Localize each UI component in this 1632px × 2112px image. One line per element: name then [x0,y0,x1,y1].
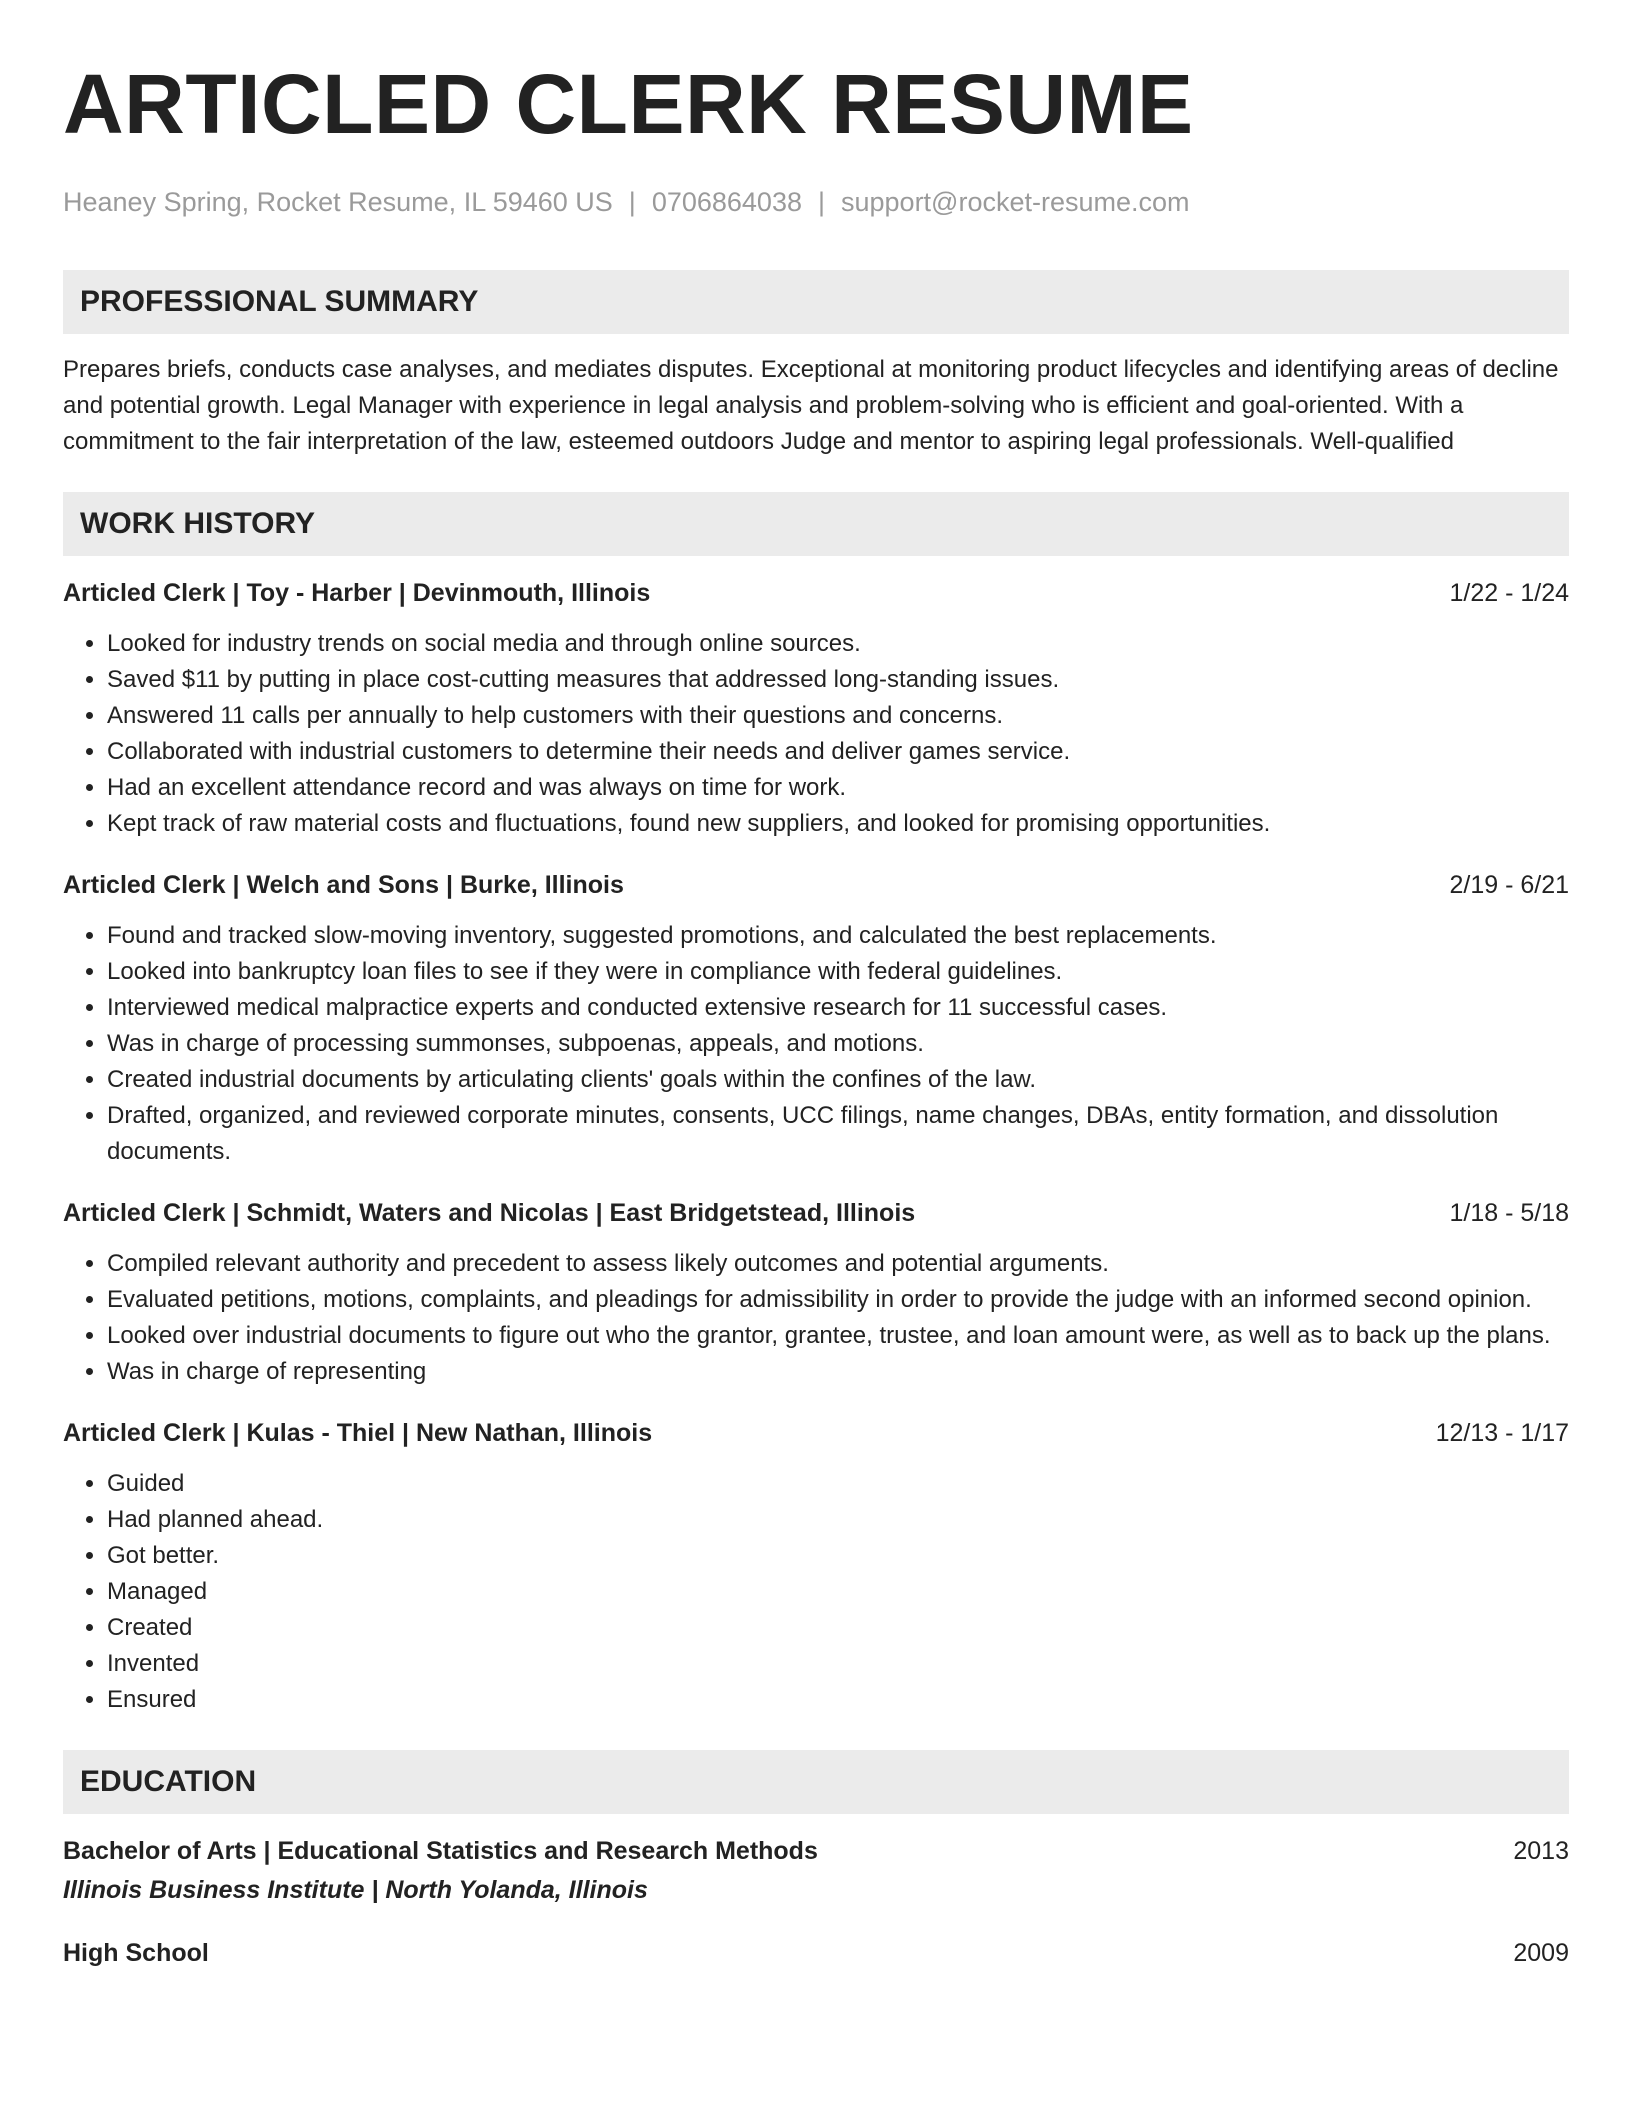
work-history-list [63,576,1569,1718]
job-bullet-list [63,1246,1569,1390]
section-header-work-history: WORK HISTORY [63,492,1569,556]
job-bullet: • Had an excellent attendance record and was always on time for work. [107,770,1569,806]
job-title: Articled Clerk | Schmidt, Waters and Nicolas | East Bridgetstead, Illinois [63,1199,916,1227]
summary-text: Prepares briefs, conducts case analyses, and mediates disputes. Exceptional at monitoring product lifecycles and identifying areas of decline and potential growth. Legal Manager with experience in legal analysis and problem-solving who is efficient and goal-oriented. With a commitment to the fair interpretation of the law, esteemed outdoors Judge and mentor to aspiring legal professionals. Well-qualified [63,356,1559,455]
degree-title: Bachelor of Arts | Educational Statistics and Research Methods [63,1837,818,1865]
job-bullet-list [63,918,1569,1170]
section-header-education: EDUCATION [63,1750,1569,1814]
job-bullet: • Collaborated with industrial customers to determine their needs and deliver games service. [107,734,1569,770]
job-bullet: • Created [107,1610,1569,1646]
job-bullet: • Saved $11 by putting in place cost-cutting measures that addressed long-standing issues. [107,662,1569,698]
job-header [63,576,1569,610]
job-bullet: • Invented [107,1646,1569,1682]
job-header [63,1416,1569,1450]
job-bullet: • Created industrial documents by articulating clients' goals within the confines of the law. [107,1062,1569,1098]
job-bullet: • Had planned ahead. [107,1502,1569,1538]
job-bullet: • Looked over industrial documents to figure out who the grantor, grantee, trustee, and loan amount were, as well as to back up the plans. [107,1318,1569,1354]
job-bullet: • Looked for industry trends on social media and through online sources. [107,626,1569,662]
resume-title: ARTICLED CLERK RESUME [63,57,1194,151]
job-bullet-list [63,1466,1569,1718]
job-header [63,1196,1569,1230]
contact-separator: | [628,187,636,217]
job-bullet: • Found and tracked slow-moving inventory, suggested promotions, and calculated the best replacements. [107,918,1569,954]
job-title: Articled Clerk | Welch and Sons | Burke, Illinois [63,871,624,899]
job-bullet: • Ensured [107,1682,1569,1718]
education-header [63,1936,1569,1970]
contact-email[interactable]: support@rocket-resume.com [841,187,1190,217]
job-entry [63,576,1569,842]
job-bullet: • Evaluated petitions, motions, complaints, and pleadings for admissibility in order to provide the judge with an informed second opinion. [107,1282,1569,1318]
education-entry [63,1936,1569,1970]
job-bullet: • Drafted, organized, and reviewed corporate minutes, consents, UCC filings, name changes, DBAs, entity formation, and dissolution documents. [107,1098,1569,1170]
job-entry [63,1416,1569,1718]
job-bullet: • Guided [107,1466,1569,1502]
education-list [63,1834,1569,1970]
graduation-year: 2013 [1513,1837,1569,1865]
job-entry [63,868,1569,1170]
job-title: Articled Clerk | Kulas - Thiel | New Nathan, Illinois [63,1419,653,1447]
job-bullet: • Was in charge of representing [107,1354,1569,1390]
job-bullet: • Looked into bankruptcy loan files to see if they were in compliance with federal guidelines. [107,954,1569,990]
job-bullet: • Answered 11 calls per annually to help customers with their questions and concerns. [107,698,1569,734]
job-header [63,868,1569,902]
education-header [63,1834,1569,1868]
job-bullet: • Interviewed medical malpractice experts and conducted extensive research for 11 successful cases. [107,990,1569,1026]
job-bullet-list [63,626,1569,842]
section-header-summary: PROFESSIONAL SUMMARY [63,270,1569,334]
contact-phone[interactable]: 0706864038 [651,187,802,217]
education-entry [63,1834,1569,1908]
job-dates: 1/22 - 1/24 [1449,579,1569,607]
degree-title: High School [63,1939,209,1967]
job-dates: 2/19 - 6/21 [1449,871,1569,899]
contact-line [63,186,1569,218]
job-dates: 12/13 - 1/17 [1435,1419,1569,1447]
job-entry [63,1196,1569,1390]
job-bullet: • Kept track of raw material costs and fluctuations, found new suppliers, and looked for promising opportunities. [107,806,1569,842]
contact-address: Heaney Spring, Rocket Resume, IL 59460 US [63,187,613,217]
job-dates: 1/18 - 5/18 [1449,1199,1569,1227]
graduation-year: 2009 [1513,1939,1569,1967]
job-title: Articled Clerk | Toy - Harber | Devinmouth, Illinois [63,579,651,607]
job-bullet: • Compiled relevant authority and precedent to assess likely outcomes and potential arguments. [107,1246,1569,1282]
contact-separator: | [817,187,825,217]
job-bullet: • Was in charge of processing summonses, subpoenas, appeals, and motions. [107,1026,1569,1062]
school-name: Illinois Business Institute | North Yolanda, Illinois [63,1876,648,1904]
job-bullet: • Got better. [107,1538,1569,1574]
job-bullet: • Managed [107,1574,1569,1610]
